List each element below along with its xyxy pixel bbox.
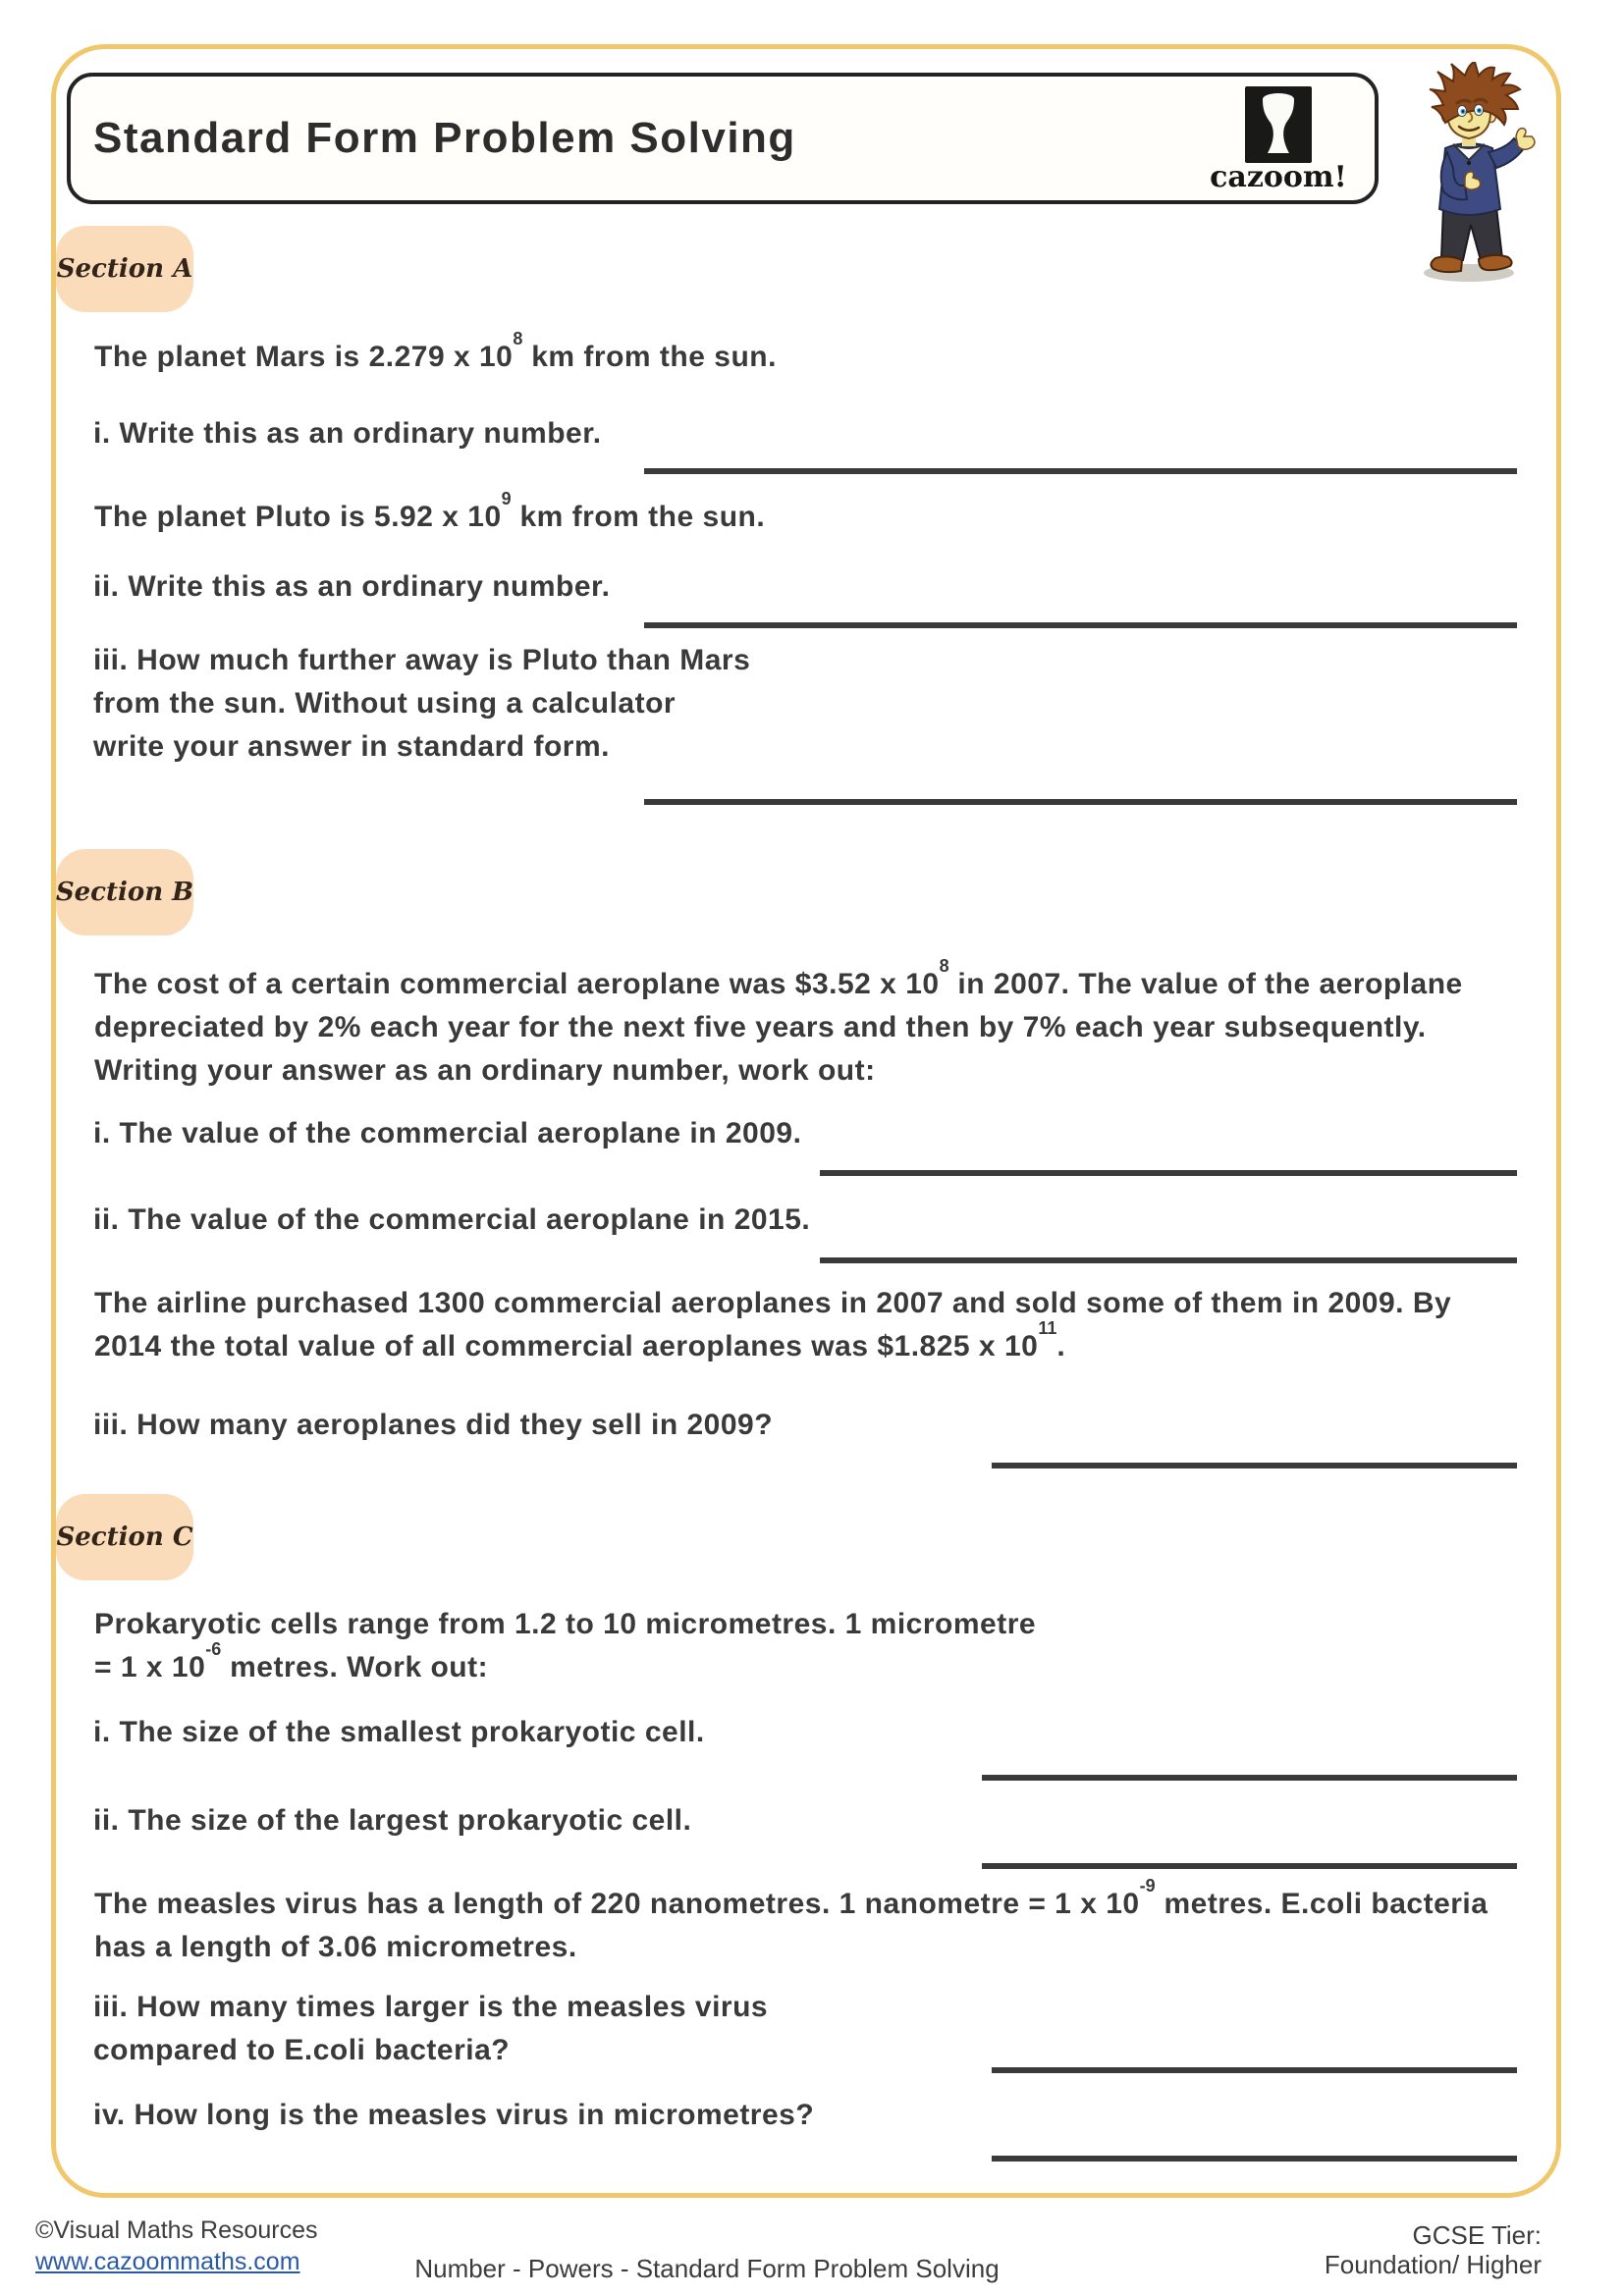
question-b-iii: iii. How many aeroplanes did they sell in 2009? bbox=[93, 1409, 774, 1441]
cazoom-logo-text: cazoom! bbox=[1210, 160, 1347, 194]
section-c-intro-2: The measles virus has a length of 220 nanometres. 1 nanometre = 1 x $10^{-9}$ metres. E.coli bacteria has a length of 3.06 micrometres. bbox=[94, 1876, 1489, 1963]
page-title: Standard Form Problem Solving bbox=[93, 114, 796, 162]
section-a-badge bbox=[56, 226, 193, 312]
answer-blank-a-ii[interactable] bbox=[644, 622, 1517, 628]
question-c-i: i. The size of the smallest prokaryotic cell. bbox=[93, 1716, 705, 1748]
answer-blank-b-i[interactable] bbox=[820, 1170, 1517, 1176]
djembe-drum-icon bbox=[1245, 86, 1312, 163]
footer-topic: Number - Powers - Standard Form Problem Solving bbox=[414, 2254, 1000, 2283]
question-b-ii: ii. The value of the commercial aeroplane in 2015. bbox=[93, 1203, 811, 1236]
section-c-label: Section C bbox=[56, 1522, 193, 1552]
answer-blank-c-iii[interactable] bbox=[992, 2067, 1517, 2073]
boy-mascot-icon bbox=[1410, 62, 1538, 286]
section-a-label: Section A bbox=[56, 254, 193, 284]
answer-blank-a-iii[interactable] bbox=[644, 799, 1517, 805]
question-c-ii: ii. The size of the largest prokaryotic cell. bbox=[93, 1804, 692, 1837]
answer-blank-c-iv[interactable] bbox=[992, 2156, 1517, 2162]
question-c-iv: iv. How long is the measles virus in micrometres? bbox=[93, 2099, 815, 2131]
question-c-iii: iii. How many times larger is the measles virus compared to E.coli bacteria? bbox=[93, 1991, 769, 2066]
section-b-badge bbox=[56, 849, 193, 935]
footer-tier-value: Foundation/ Higher bbox=[1324, 2250, 1542, 2279]
footer-tier-label: GCSE Tier: bbox=[1412, 2220, 1542, 2250]
cazoom-logo bbox=[1245, 86, 1312, 163]
section-c-intro: Prokaryotic cells range from 1.2 to 10 micrometres. 1 micrometre = 1 x $10^{-6}$ metres. Work out: bbox=[94, 1608, 1037, 1683]
question-a-i: i. Write this as an ordinary number. bbox=[93, 417, 602, 450]
answer-blank-c-i[interactable] bbox=[982, 1775, 1517, 1781]
answer-blank-b-iii[interactable] bbox=[992, 1463, 1517, 1468]
section-a-intro-pluto: The planet Pluto is 5.92 x $10^9$ km from the sun. bbox=[94, 489, 766, 533]
section-b-intro-2: The airline purchased 1300 commercial aeroplanes in 2007 and sold some of them in 2009. By 2014 the total value of all commercial aeroplanes was $1.825 x $10^{11}$. bbox=[94, 1287, 1452, 1362]
section-a-intro-mars: The planet Mars is 2.279 x $10^8$ km from the sun. bbox=[94, 329, 777, 373]
question-a-ii: ii. Write this as an ordinary number. bbox=[93, 570, 611, 603]
footer-website-link[interactable]: www.cazoommaths.com bbox=[35, 2248, 300, 2275]
question-a-iii: iii. How much further away is Pluto than Mars from the sun. Without using a calculator write your answer in standard form. bbox=[93, 644, 751, 763]
question-b-i: i. The value of the commercial aeroplane in 2009. bbox=[93, 1117, 802, 1149]
section-b-label: Section B bbox=[55, 878, 194, 907]
section-b-intro: The cost of a certain commercial aeroplane was $3.52 x $10^8$ in 2007. The value of the aeroplane depreciated by 2% each year for the next five years and then by 7% each year subsequently. Writing your answer as an ordinary number, work out: bbox=[94, 956, 1463, 1087]
answer-blank-c-ii[interactable] bbox=[982, 1863, 1517, 1869]
section-c-badge bbox=[56, 1494, 193, 1580]
footer-copyright: ©Visual Maths Resources bbox=[35, 2216, 318, 2244]
answer-blank-b-ii[interactable] bbox=[820, 1257, 1517, 1263]
answer-blank-a-i[interactable] bbox=[644, 468, 1517, 474]
